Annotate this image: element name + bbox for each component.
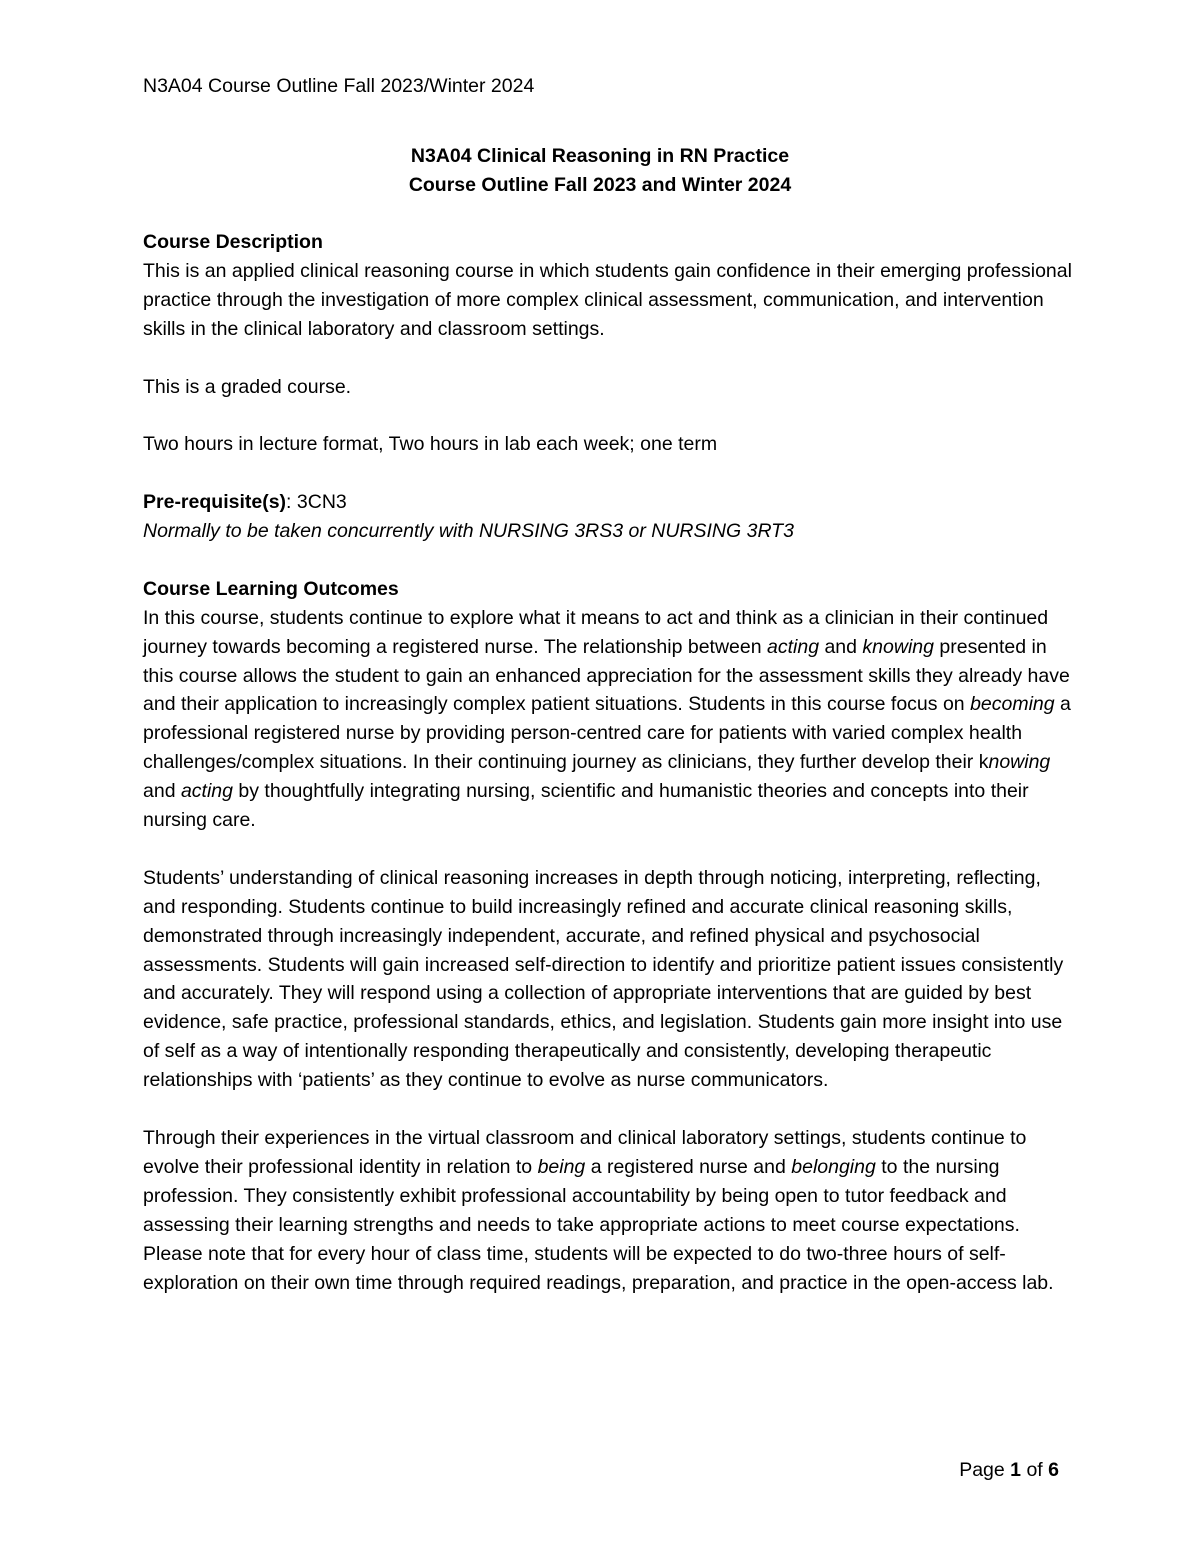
course-format: Two hours in lecture format, Two hours in lab each week; one term bbox=[143, 433, 718, 456]
title-line-1: N3A04 Clinical Reasoning in RN Practice bbox=[410, 145, 790, 167]
prerequisites-value: 3CN3 bbox=[291, 491, 347, 514]
learning-outcomes-paragraph-2: Students’ understanding of clinical reasoning increases in depth through noticing, interpreting, reflecting, and responding. Students continue to build increasingly refined and accurate clinical reasoning skills, demonstrated through increasingly independent, accurate, and refined physical and psychosocial assessments. Students will gain increased self-direction to identify and prioritize patient issues consistently and accurately. They will respond using a collection of appropriate interventions that are guided by best evidence, safe practice, professional standards, ethics, and legislation. Students gain more insight into use of self as a way of intentionally responding therapeutically and consistently, developing therapeutic relationships with ‘patients’ as they continue to evolve as nurse communicators. bbox=[143, 866, 1064, 1092]
graded-statement: This is a graded course. bbox=[143, 375, 352, 398]
page-header: N3A04 Course Outline Fall 2023/Winter 2024 bbox=[143, 75, 535, 97]
page-number: Page 1 of 6 bbox=[959, 1459, 1059, 1481]
document-body bbox=[143, 228, 1073, 1297]
learning-outcomes-paragraph-3: Through their experiences in the virtual classroom and clinical laboratory settings, students continue to evolve their professional identity in relation to being a registered nurse and belonging to the nursing profession. They consistently exhibit professional accountability by being open to tutor feedback and assessing their learning strengths and needs to take appropriate actions to meet course expectations. Please note that for every hour of class time, students will be expected to do two-three hours of self-exploration on their own time through required readings, preparation, and practice in the open-access lab. bbox=[143, 1127, 1054, 1294]
prerequisites-line bbox=[143, 488, 1073, 517]
prerequisites-colon: : bbox=[286, 491, 292, 514]
course-description-text: This is an applied clinical reasoning course in which students gain confidence in their emerging professional practice through the investigation of more complex clinical assessment, communication, and intervention skills in the clinical laboratory and classroom settings. bbox=[143, 259, 1072, 340]
document-title bbox=[0, 142, 1200, 200]
learning-outcomes-paragraph-1: In this course, students continue to explore what it means to act and think as a clinician in their continued journey towards becoming a registered nurse. The relationship between acting and knowing presented in this course allows the student to gain an enhanced appreciation for the assessment skills they already have and their application to increasingly complex patient situations. Students in this course focus on becoming a professional registered nurse by providing person-centred care for patients with varied complex health challenges/complex situations. In their continuing journey as clinicians, they further develop their knowing and acting by thoughtfully integrating nursing, scientific and humanistic theories and concepts into their nursing care. bbox=[143, 606, 1071, 832]
prerequisites-label: Pre-requisite(s) bbox=[143, 491, 287, 514]
title-line-2: Course Outline Fall 2023 and Winter 2024 bbox=[408, 174, 792, 196]
course-description-heading: Course Description bbox=[143, 231, 323, 253]
prerequisites-note: Normally to be taken concurrently with NURSING 3RS3 or NURSING 3RT3 bbox=[143, 520, 794, 543]
learning-outcomes-heading: Course Learning Outcomes bbox=[143, 577, 399, 600]
